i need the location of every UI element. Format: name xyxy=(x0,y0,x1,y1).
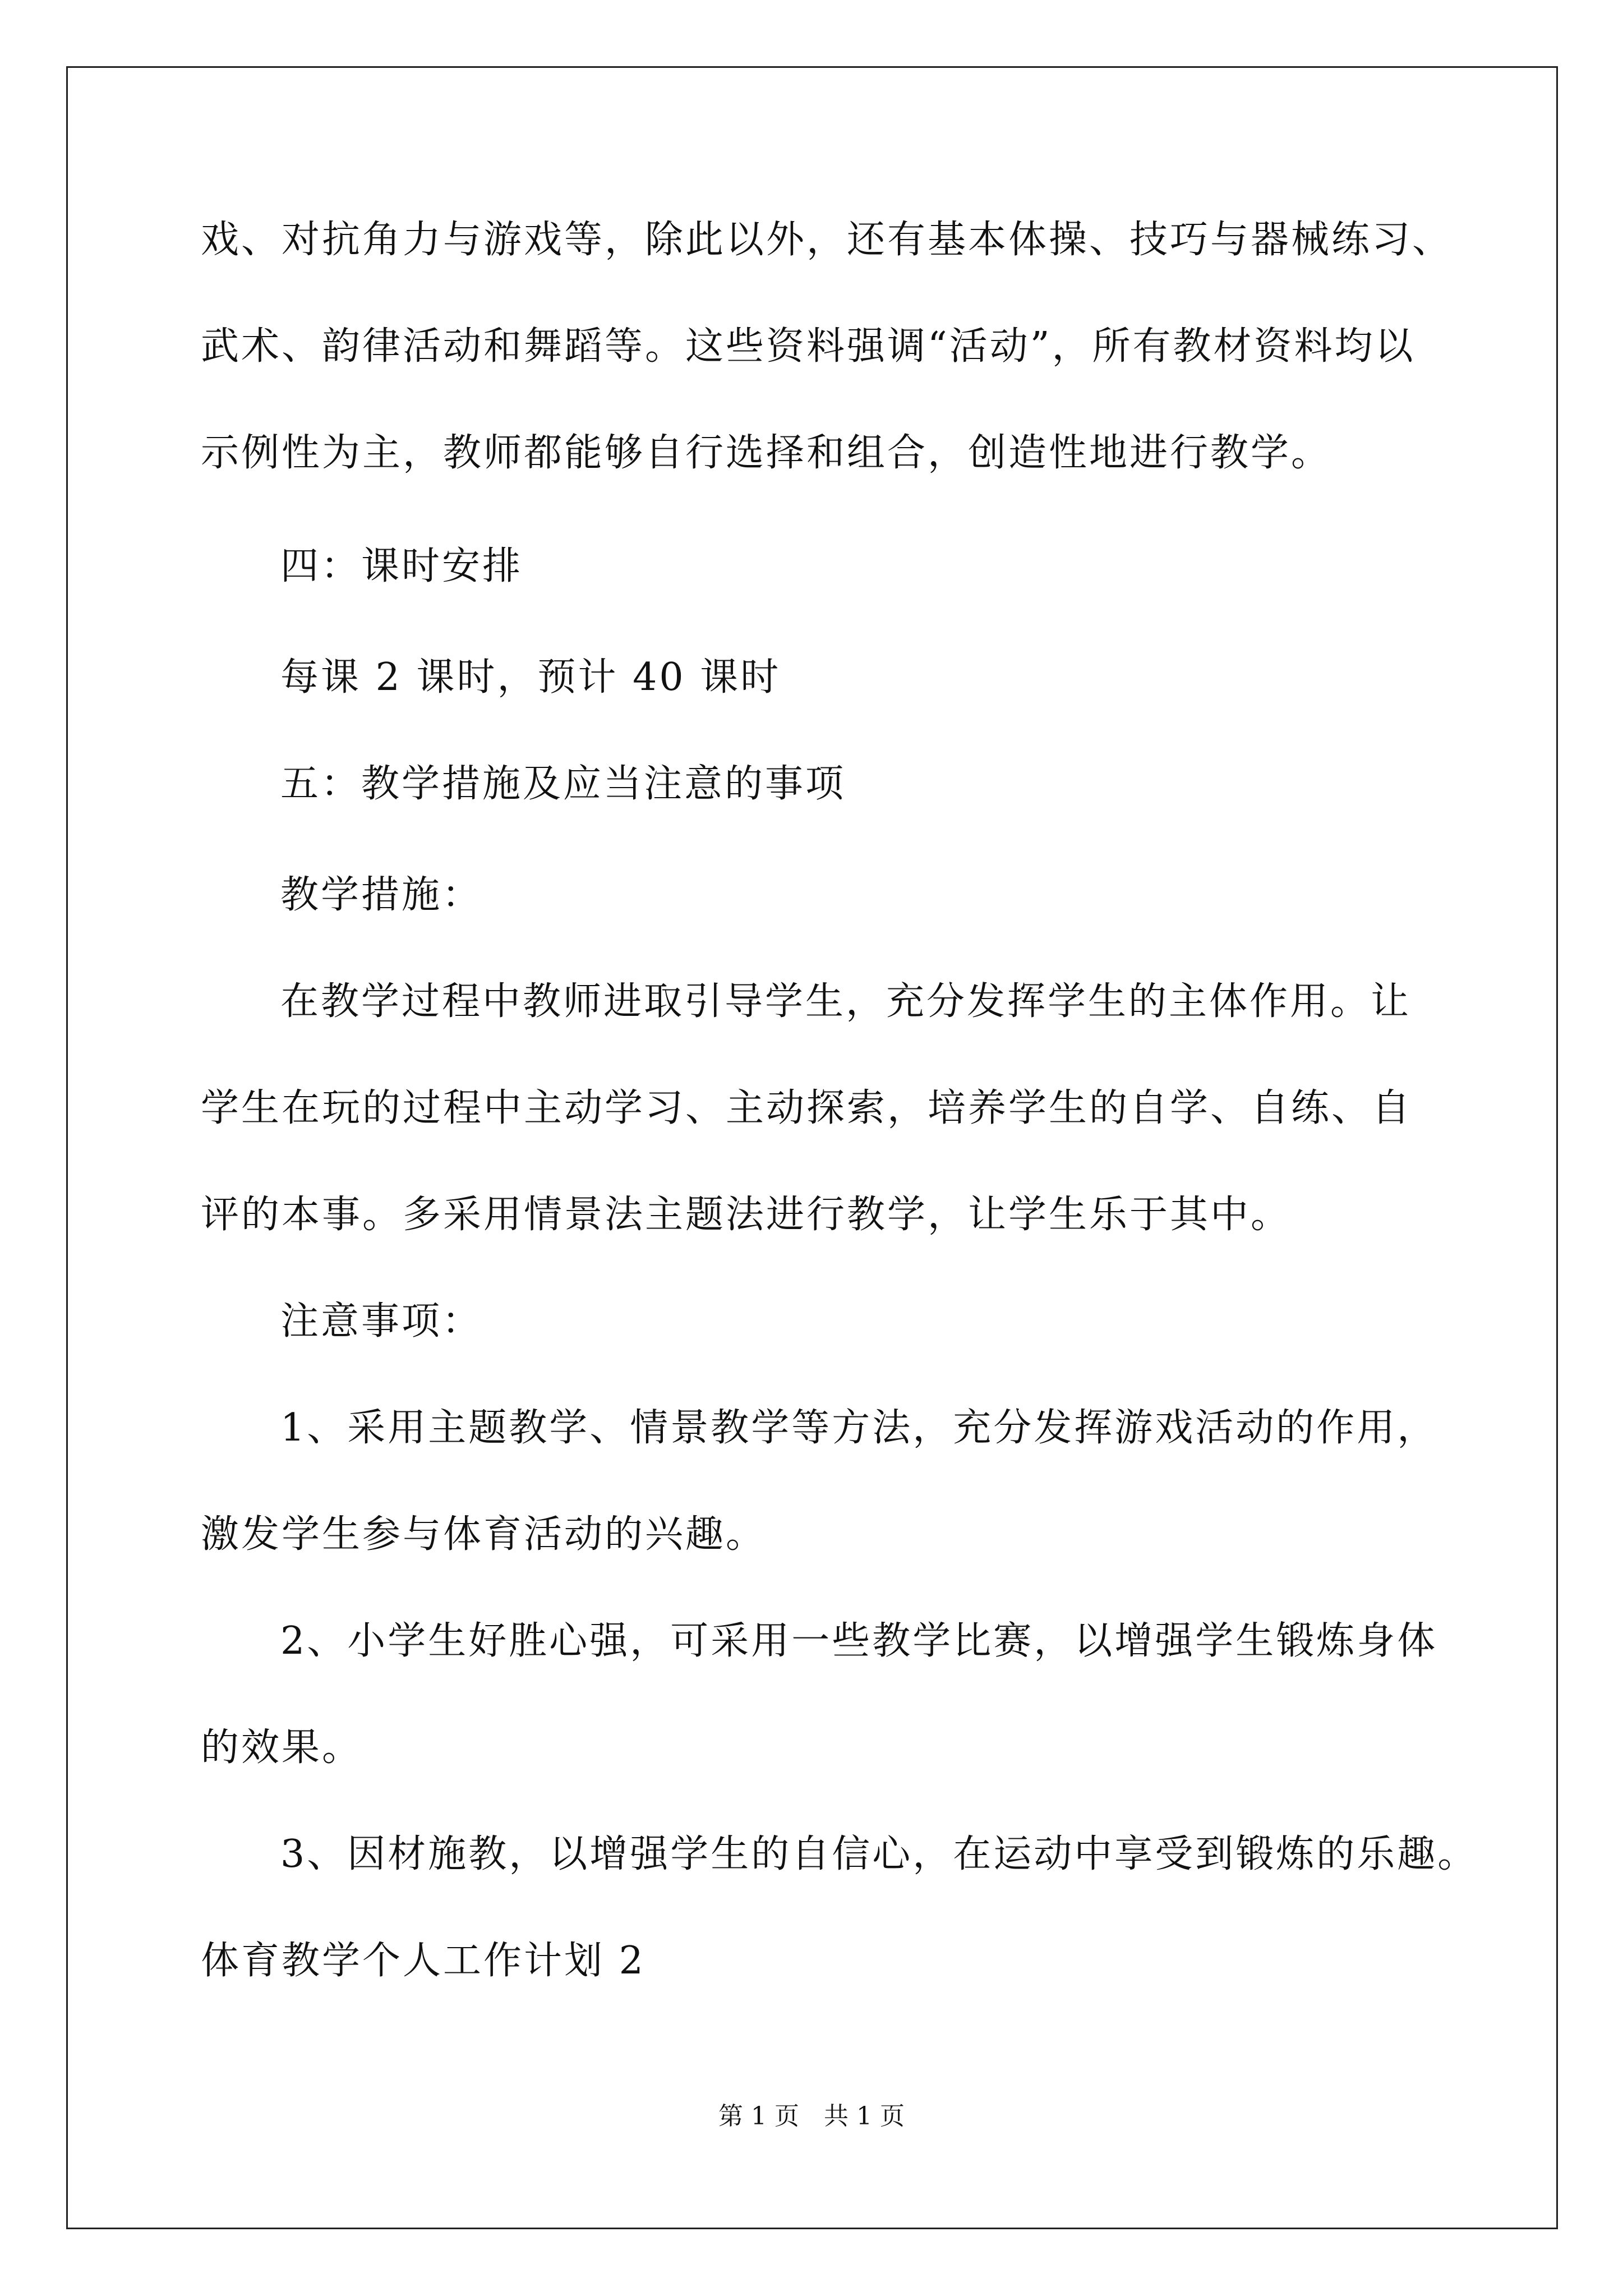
section-heading-5: 五：教学措施及应当注意的事项 xyxy=(280,762,846,806)
section-heading-4: 四：课时安排 xyxy=(280,544,523,588)
body-text-line: 在教学过程中教师进取引导学生，充分发挥学生的主体作用。让 xyxy=(280,979,1412,1024)
body-text-line: 示例性为主，教师都能够自行选择和组合，创造性地进行教学。 xyxy=(201,431,1332,475)
document-title: 体育教学个人工作计划 2 xyxy=(201,1939,645,1983)
body-text-line: 武术、韵律活动和舞蹈等。这些资料强调“活动”，所有教材资料均以 xyxy=(201,324,1415,369)
subheading-notes: 注意事项： xyxy=(280,1299,483,1343)
body-text-line: 评的本事。多采用情景法主题法进行教学，让学生乐于其中。 xyxy=(201,1193,1292,1237)
body-text-line: 的效果。 xyxy=(201,1726,363,1770)
subheading-teaching-measures: 教学措施： xyxy=(280,873,483,917)
page-border xyxy=(66,66,1558,2229)
list-item: 1、采用主题教学、情景教学等方法，充分发挥游戏活动的作用， xyxy=(280,1406,1438,1450)
body-text-line: 每课 2 课时，预计 40 课时 xyxy=(280,655,781,700)
list-item: 2、小学生好胜心强，可采用一些教学比赛，以增强学生锻炼身体 xyxy=(280,1619,1438,1663)
list-item: 3、因材施教，以增强学生的自信心，在运动中享受到锻炼的乐趣。 xyxy=(280,1832,1478,1876)
body-text-line: 学生在玩的过程中主动学习、主动探索，培养学生的自学、自练、自 xyxy=(201,1086,1413,1130)
page-footer: 第 1 页 共 1 页 xyxy=(718,2102,905,2131)
body-text-line: 戏、对抗角力与游戏等，除此以外，还有基本体操、技巧与器械练习、 xyxy=(201,218,1453,262)
body-text-line: 激发学生参与体育活动的兴趣。 xyxy=(201,1512,767,1557)
